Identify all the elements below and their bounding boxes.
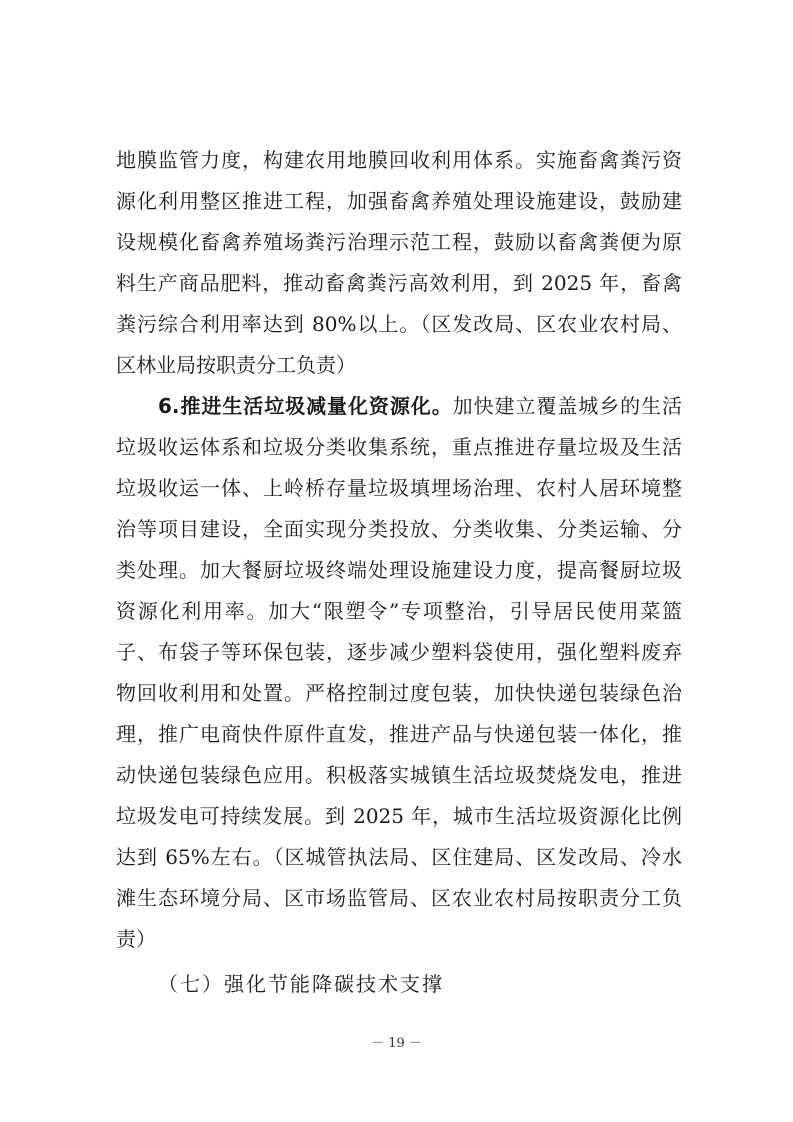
- paragraph-1-line: 料生产商品肥料，推动畜禽粪污高效利用，到 2025 年，畜禽: [116, 271, 682, 295]
- paragraph-1-line: 区林业局按职责分工负责）: [116, 353, 356, 377]
- paragraph-2-line: 达到 65%左右。（区城管执法局、区住建局、区发改局、冷水: [116, 845, 682, 869]
- paragraph-2-line: 类处理。加大餐厨垃圾终端处理设施建设力度，提高餐厨垃圾: [116, 558, 682, 582]
- paragraph-2-line: 资源化利用率。加大“限塑令”专项整治，引导居民使用菜篮: [116, 599, 682, 623]
- paragraph-1-line: 地膜监管力度，构建农用地膜回收利用体系。实施畜禽粪污资: [116, 148, 682, 172]
- paragraph-2-heading: 6.推进生活垃圾减量化资源化。: [158, 394, 453, 418]
- paragraph-1-line: 设规模化畜禽养殖场粪污治理示范工程，鼓励以畜禽粪便为原: [116, 230, 682, 254]
- paragraph-2-line: 动快递包装绿色应用。积极落实城镇生活垃圾焚烧发电，推进: [116, 763, 682, 787]
- paragraph-1-line: 源化利用整区推进工程，加强畜禽养殖处理设施建设，鼓励建: [116, 189, 682, 213]
- paragraph-2-line: 物回收利用和处置。严格控制过度包装，加快快递包装绿色治: [116, 681, 682, 705]
- paragraph-2-line: 子、布袋子等环保包装，逐步减少塑料袋使用，强化塑料废弃: [116, 640, 682, 664]
- paragraph-2-line: 垃圾发电可持续发展。到 2025 年，城市生活垃圾资源化比例: [116, 804, 682, 828]
- paragraph-2-line: 垃圾收运体系和垃圾分类收集系统，重点推进存量垃圾及生活: [116, 435, 682, 459]
- paragraph-2-line: 垃圾收运一体、上岭桥存量垃圾填埋场治理、农村人居环境整: [116, 476, 682, 500]
- paragraph-2-line: 滩生态环境分局、区市场监管局、区农业农村局按职责分工负: [116, 886, 682, 910]
- paragraph-2-first-line-text: 加快建立覆盖城乡的生活: [452, 394, 683, 418]
- paragraph-2-first-line: [158, 386, 682, 426]
- paragraph-2-line: 责）: [116, 927, 156, 951]
- page-number: － 19 －: [371, 1036, 422, 1051]
- section-heading: （七）强化节能降碳技术支撑: [158, 972, 444, 996]
- paragraph-1-line: 粪污综合利用率达到 80%以上。（区发改局、区农业农村局、: [116, 312, 682, 336]
- paragraph-2-line: 治等项目建设，全面实现分类投放、分类收集、分类运输、分: [116, 517, 682, 541]
- paragraph-2-line: 理，推广电商快件原件直发，推进产品与快递包装一体化，推: [116, 722, 682, 746]
